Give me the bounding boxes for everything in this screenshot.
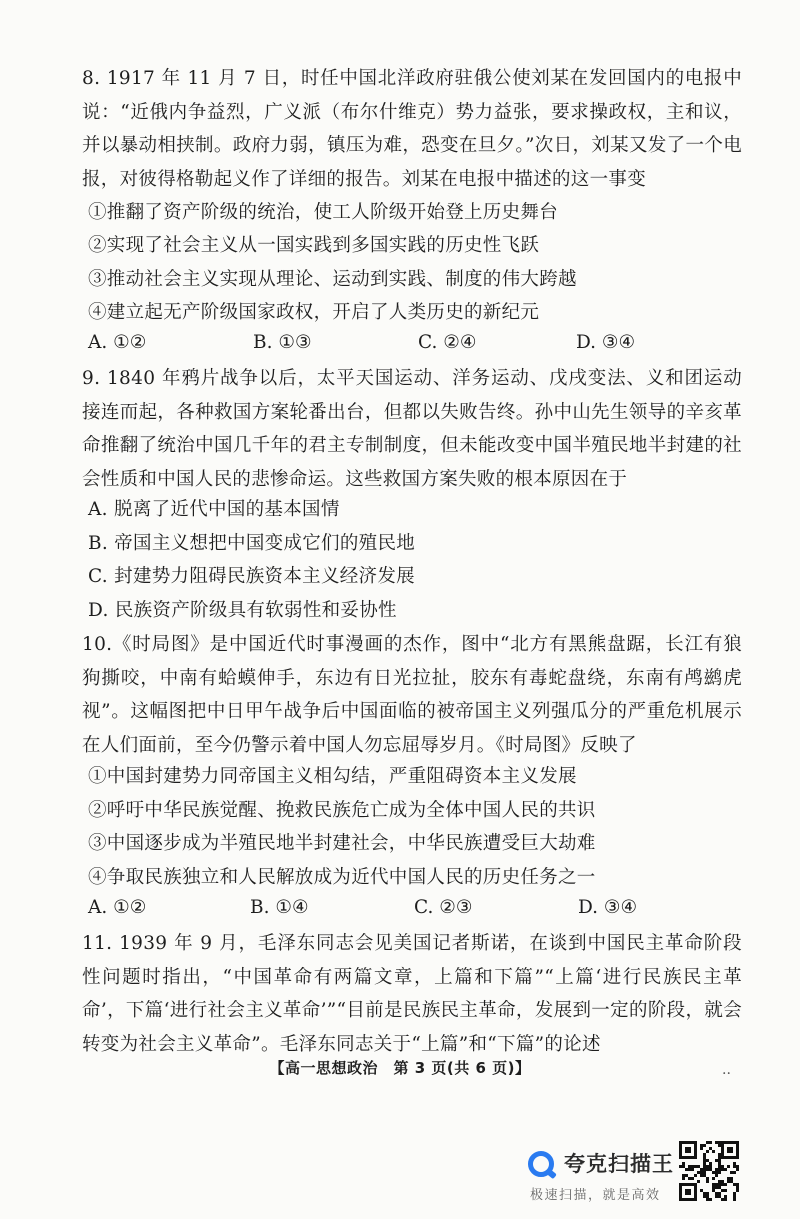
- scanner-watermark: [524, 1146, 674, 1210]
- question-8-item-1: ①推翻了资产阶级的统治，使工人阶级开始登上历史舞台: [88, 202, 559, 223]
- question-8-item-4: ④建立起无产阶级国家政权，开启了人类历史的新纪元: [88, 302, 540, 323]
- question-10-item-3: ③中国逐步成为半殖民地半封建社会，中华民族遭受巨大劫难: [88, 833, 596, 854]
- choice-c[interactable]: C. ②③: [414, 897, 473, 918]
- question-8-choices: [88, 326, 748, 360]
- question-10-item-4: ④争取民族独立和人民解放成为近代中国人民的历史任务之一: [88, 867, 596, 888]
- brand-name: 夸克扫描王: [564, 1152, 674, 1176]
- question-9-choice-c[interactable]: C. 封建势力阻碍民族资本主义经济发展: [88, 566, 415, 587]
- question-11-stem: 11. 1939 年 9 月，毛泽东同志会见美国记者斯诺，在谈到中国民主革命阶段性问题时指出，“中国革命有两篇文章，上篇和下篇”“上篇‘进行民族民主革命’，下篇‘进行社会主义革命’”“目前是民族民主革命，发展到一定的阶段，就会转变为社会主义革命”。毛泽东同志关于“上篇”和“下篇”的论述: [82, 933, 742, 1055]
- question-9-choice-a[interactable]: A. 脱离了近代中国的基本国情: [88, 499, 340, 520]
- brand-slogan: 极速扫描，就是高效: [530, 1188, 661, 1203]
- scan-dots: ..: [722, 1062, 731, 1078]
- choice-a[interactable]: A. ①②: [88, 897, 147, 918]
- question-8-item-2: ②实现了社会主义从一国实践到多国实践的历史性飞跃: [88, 235, 540, 256]
- question-10-stem: 10.《时局图》是中国近代时事漫画的杰作，图中“北方有黑熊盘踞，长江有狼狗撕咬，中南有蛤蟆伸手，东边有日光拉扯，胶东有毒蛇盘绕，东南有鸬鹚虎视”。这幅图把中日甲午战争后中国面临的被帝国主义列强瓜分的严重危机展示在人们面前，至今仍警示着中国人勿忘屈辱岁月。《时局图》反映了: [82, 634, 742, 756]
- choice-a[interactable]: A. ①②: [88, 332, 147, 353]
- choice-d[interactable]: D. ③④: [576, 332, 636, 353]
- question-10-item-1: ①中国封建势力同帝国主义相勾结，严重阻碍资本主义发展: [88, 766, 577, 787]
- question-9-choice-b[interactable]: B. 帝国主义想把中国变成它们的殖民地: [88, 533, 416, 554]
- qr-code-icon: [677, 1139, 741, 1203]
- quark-logo-icon: [528, 1151, 554, 1177]
- choice-d[interactable]: D. ③④: [578, 897, 638, 918]
- question-8-item-3: ③推动社会主义实现从理论、运动到实践、制度的伟大跨越: [88, 269, 577, 290]
- question-9-choice-d[interactable]: D. 民族资产阶级具有软弱性和妥协性: [88, 600, 397, 621]
- choice-b[interactable]: B. ①③: [253, 332, 312, 353]
- question-9-stem: 9. 1840 年鸦片战争以后，太平天国运动、洋务运动、戊戌变法、义和团运动接连而起，各种救国方案轮番出台，但都以失败告终。孙中山先生领导的辛亥革命推翻了统治中国几千年的君主专制制度，但未能改变中国半殖民地半封建的社会性质和中国人民的悲惨命运。这些救国方案失败的根本原因在于: [82, 368, 742, 490]
- question-10-item-2: ②呼吁中华民族觉醒、挽救民族危亡成为全体中国人民的共识: [88, 800, 596, 821]
- page-footer: 【高一思想政治 第 3 页(共 6 页)】: [269, 1059, 531, 1077]
- choice-b[interactable]: B. ①④: [250, 897, 309, 918]
- question-8-stem: 8. 1917 年 11 月 7 日，时任中国北洋政府驻俄公使刘某在发回国内的电报中说：“近俄内争益烈，广义派（布尔什维克）势力益张，要求操政权，主和议，并以暴动相挟制。政府力弱，镇压为难，恐变在旦夕。”次日，刘某又发了一个电报，对彼得格勒起义作了详细的报告。刘某在电报中描述的这一事变: [82, 68, 742, 190]
- choice-c[interactable]: C. ②④: [418, 332, 477, 353]
- question-10-choices: [88, 891, 748, 925]
